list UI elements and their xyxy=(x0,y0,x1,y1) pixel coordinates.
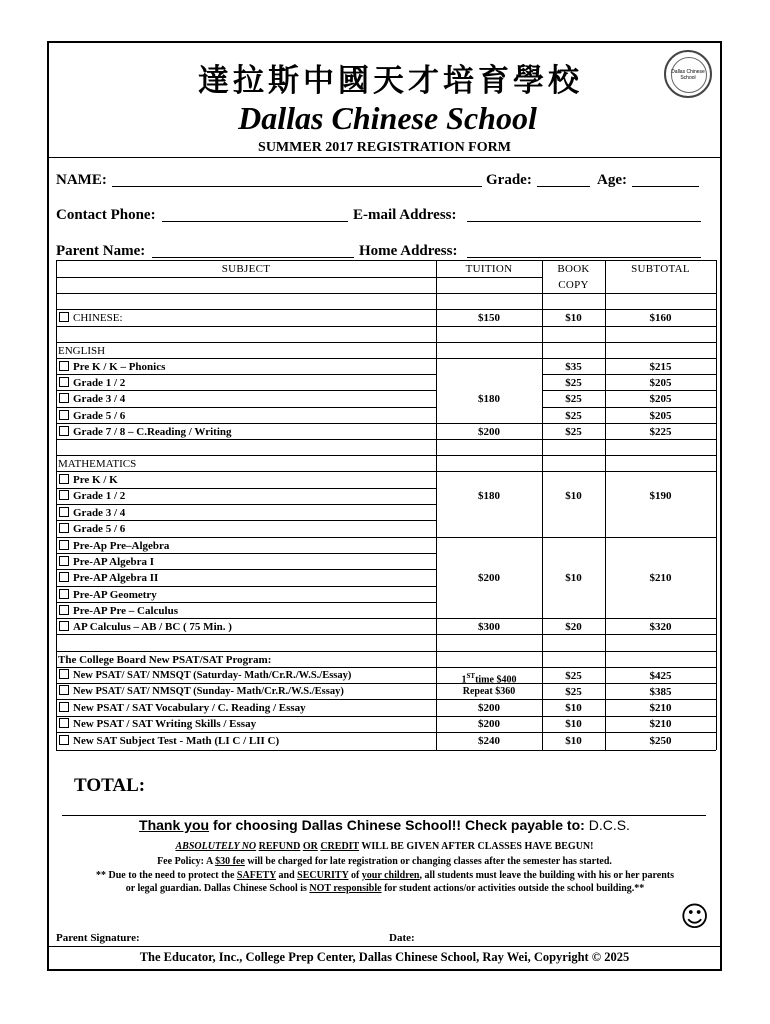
psat-tuition: $240 xyxy=(478,735,500,747)
math-item[interactable]: Pre-AP Algebra II xyxy=(59,570,158,586)
phone-field[interactable] xyxy=(162,221,348,222)
name-field[interactable] xyxy=(112,186,482,187)
checkbox[interactable] xyxy=(59,474,69,484)
math-group2-book: $10 xyxy=(565,572,582,584)
ap-subtotal: $320 xyxy=(649,621,672,633)
math-group2-subtotal: $210 xyxy=(649,572,672,584)
copyright-footer: The Educator, Inc., College Prep Center, Dallas Chinese School, Ray Wei, Copyright © 2025 xyxy=(139,950,630,964)
psat-section-title: The College Board New PSAT/SAT Program: xyxy=(58,654,272,666)
english-item[interactable]: Grade 3 / 4 xyxy=(59,391,125,407)
form-title: SUMMER 2017 REGISTRATION FORM xyxy=(258,140,511,155)
book-header: BOOK xyxy=(557,263,590,275)
checkbox[interactable] xyxy=(59,621,69,631)
psat-book: $10 xyxy=(565,735,582,747)
psat-tuition: $200 xyxy=(478,718,500,730)
checkbox[interactable] xyxy=(59,393,69,403)
name-label: NAME: xyxy=(56,172,107,188)
psat-subtotal: $210 xyxy=(649,718,672,730)
english-item[interactable]: Grade 1 / 2 xyxy=(59,375,125,391)
phone-label: Contact Phone: xyxy=(56,207,156,223)
checkbox[interactable] xyxy=(59,556,69,566)
age-label: Age: xyxy=(597,172,627,188)
email-label: E-mail Address: xyxy=(353,207,457,223)
psat-book: $10 xyxy=(565,718,582,730)
math-group1-tuition: $180 xyxy=(478,490,500,502)
english-book: $25 xyxy=(565,377,582,389)
psat-subtotal: $425 xyxy=(649,670,672,682)
no-refund-notice: ABSOLUTELY NO REFUND OR CREDIT WILL BE GIVEN AFTER CLASSES HAVE BEGUN! xyxy=(175,841,594,852)
fee-policy: Fee Policy: A $30 fee will be charged for late registration or changing classes after the semester has started. xyxy=(157,856,612,867)
signature-divider xyxy=(49,946,720,947)
psat-row[interactable]: New PSAT / SAT Vocabulary / C. Reading / Essay xyxy=(59,700,306,716)
psat-subtotal: $210 xyxy=(649,702,672,714)
math-group1-book: $10 xyxy=(565,490,582,502)
english-subtotal: $205 xyxy=(649,410,672,422)
english-book: $25 xyxy=(565,393,582,405)
parent-name-field[interactable] xyxy=(152,257,354,258)
psat-tuition-first: 1STtime $400 xyxy=(461,672,517,686)
psat-book: $10 xyxy=(565,702,582,714)
checkbox[interactable] xyxy=(59,572,69,582)
psat-row[interactable]: New PSAT / SAT Writing Skills / Essay xyxy=(59,716,256,732)
math-item[interactable]: Grade 5 / 6 xyxy=(59,521,125,537)
thank-you-line: Thank you for choosing Dallas Chinese School!! Check payable to: D.C.S. xyxy=(139,817,630,833)
checkbox[interactable] xyxy=(59,540,69,550)
checkbox[interactable] xyxy=(59,735,69,745)
smiley-icon: ☺ xyxy=(680,900,710,933)
email-field[interactable] xyxy=(467,221,701,222)
math-item[interactable]: Pre-AP Pre – Calculus xyxy=(59,603,178,619)
safety-notice: ** Due to the need to protect the SAFETY and SECURITY of your children, all students must leave the building with his or her parents or legal guardian. Dallas Chinese School is NOT responsible for student actions/or activities outside the school building.** xyxy=(96,870,674,894)
english-book: $25 xyxy=(565,426,582,438)
math-section-title: MATHEMATICS xyxy=(58,458,137,470)
english-book: $35 xyxy=(565,361,582,373)
grade-label: Grade: xyxy=(486,172,532,188)
math-group1-subtotal: $190 xyxy=(649,490,672,502)
psat-book: $25 xyxy=(565,670,582,682)
psat-tuition-repeat: Repeat $360 xyxy=(462,686,516,697)
checkbox[interactable] xyxy=(59,589,69,599)
checkbox[interactable] xyxy=(59,410,69,420)
math-item[interactable]: Pre-Ap Pre–Algebra xyxy=(59,538,169,554)
home-address-label: Home Address: xyxy=(359,243,458,259)
english-book: $25 xyxy=(565,410,582,422)
subtotal-header: SUBTOTAL xyxy=(631,263,690,275)
chinese-row[interactable]: CHINESE: xyxy=(59,310,123,326)
ap-book: $20 xyxy=(565,621,582,633)
checkbox[interactable] xyxy=(59,523,69,533)
checkbox[interactable] xyxy=(59,312,69,322)
seal-text: Dallas Chinese School xyxy=(671,69,705,81)
checkbox[interactable] xyxy=(59,507,69,517)
english-tuition: $180 xyxy=(478,393,500,405)
chinese-tuition: $150 xyxy=(478,312,500,324)
math-item[interactable]: Grade 3 / 4 xyxy=(59,505,125,521)
english-item[interactable]: Pre K / K – Phonics xyxy=(59,359,165,375)
english-subtotal: $225 xyxy=(649,426,672,438)
psat-subtotal: $385 xyxy=(649,686,672,698)
psat-row[interactable]: New PSAT/ SAT/ NMSQT (Sunday- Math/Cr.R./W.S./Essay) xyxy=(59,684,344,700)
ap-tuition: $300 xyxy=(478,621,500,633)
math-item[interactable]: Grade 1 / 2 xyxy=(59,488,125,504)
psat-row[interactable]: New PSAT/ SAT/ NMSQT (Saturday- Math/Cr.R./W.S./Essay) xyxy=(59,668,351,684)
checkbox[interactable] xyxy=(59,490,69,500)
school-name-title: Dallas Chinese School xyxy=(238,100,537,136)
book-header-copy: COPY xyxy=(558,279,589,291)
checkbox[interactable] xyxy=(59,605,69,615)
checkbox[interactable] xyxy=(59,685,69,695)
psat-row[interactable]: New SAT Subject Test - Math (LI C / LII C) xyxy=(59,733,279,749)
header-divider xyxy=(47,157,722,158)
checkbox[interactable] xyxy=(59,718,69,728)
english-item[interactable]: Grade 5 / 6 xyxy=(59,408,125,424)
chinese-school-name: 達拉斯中國天才培育學校 xyxy=(198,63,583,99)
checkbox[interactable] xyxy=(59,361,69,371)
math-item[interactable]: Pre-AP Geometry xyxy=(59,587,157,603)
english-subtotal: $215 xyxy=(649,361,672,373)
math-item[interactable]: Pre K / K xyxy=(59,472,118,488)
chinese-book: $10 xyxy=(565,312,582,324)
english-section-title: ENGLISH xyxy=(58,345,106,357)
grade-field[interactable] xyxy=(537,186,590,187)
age-field[interactable] xyxy=(632,186,699,187)
ap-calculus-row[interactable]: AP Calculus – AB / BC ( 75 Min. ) xyxy=(59,619,232,635)
checkbox[interactable] xyxy=(59,669,69,679)
psat-tuition: $200 xyxy=(478,702,500,714)
chinese-subtotal: $160 xyxy=(649,312,672,324)
school-seal xyxy=(664,50,712,98)
english-subtotal: $205 xyxy=(649,377,672,389)
checkbox[interactable] xyxy=(59,377,69,387)
math-group2-tuition: $200 xyxy=(478,572,500,584)
date-label: Date: xyxy=(389,932,415,944)
tuition-header: TUITION xyxy=(465,263,513,275)
home-address-field[interactable] xyxy=(467,257,701,258)
psat-subtotal: $250 xyxy=(649,735,672,747)
english-item[interactable]: Grade 7 / 8 – C.Reading / Writing xyxy=(59,424,232,440)
parent-name-label: Parent Name: xyxy=(56,243,146,259)
parent-signature-label: Parent Signature: xyxy=(56,932,140,944)
subject-header: SUBJECT xyxy=(221,263,271,275)
math-item[interactable]: Pre-AP Algebra I xyxy=(59,554,154,570)
psat-book: $25 xyxy=(565,686,582,698)
english-subtotal: $205 xyxy=(649,393,672,405)
checkbox[interactable] xyxy=(59,702,69,712)
total-label: TOTAL: xyxy=(74,775,146,796)
checkbox[interactable] xyxy=(59,426,69,436)
english-tuition-grade78: $200 xyxy=(478,426,500,438)
